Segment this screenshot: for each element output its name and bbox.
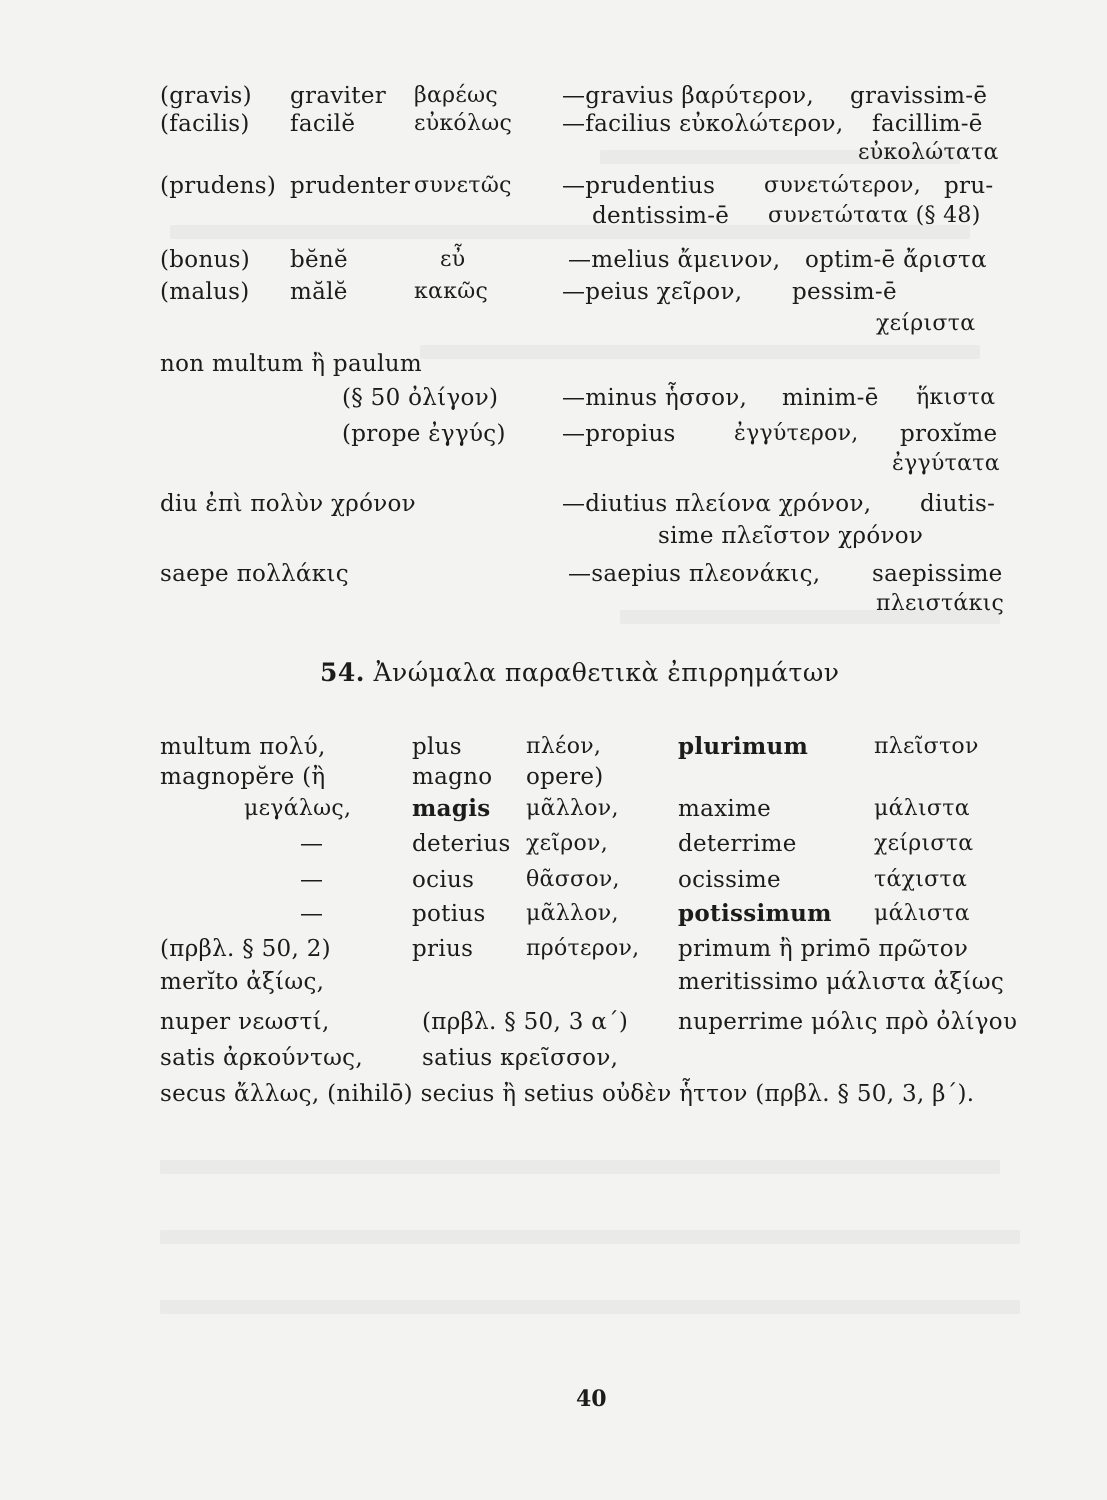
lead-form: diu ἐπὶ πολὺν χρόνον <box>160 491 416 517</box>
col-comparative: magis <box>412 795 491 822</box>
adverb-greek: εὖ <box>440 247 466 272</box>
positive-form: (malus) <box>160 279 250 305</box>
line-non-multum: non multum ἢ paulum <box>160 351 422 377</box>
superlative-greek: εὐκολώτατα <box>858 140 999 165</box>
superlative-greek: συνετώτατα (§ 48) <box>768 203 981 228</box>
col-positive: μεγάλως, <box>244 796 352 821</box>
bleed-through <box>160 1230 1020 1244</box>
comparative-greek: ἐγγύτερον, <box>734 421 859 446</box>
superlative: dentissim-ē <box>592 203 730 229</box>
col-superlative-greek: χείριστα <box>874 831 974 856</box>
col-positive: multum πολύ, <box>160 734 326 760</box>
comparative: —peius χεῖρον, <box>562 279 743 305</box>
col-superlative: nuperrime μόλις πρὸ ὀλίγου <box>678 1009 1018 1035</box>
col-positive: — <box>300 831 324 857</box>
col-superlative: deterrime <box>678 831 797 857</box>
col-superlative-greek: μάλιστα <box>874 796 970 821</box>
col-positive: nuper νεωστί, <box>160 1009 330 1035</box>
col-comparative-greek: πλέον, <box>526 734 602 759</box>
adverb-greek: κακῶς <box>414 279 489 304</box>
bleed-through <box>160 1160 1000 1174</box>
col-comparative: satius κρεῖσσον, <box>422 1045 619 1071</box>
comparative: —prudentius <box>562 173 716 199</box>
col-positive: satis ἀρκούντως, <box>160 1045 363 1071</box>
adverb-latin: prudenter <box>290 173 411 199</box>
superlative-greek: πλειστάκις <box>876 591 1005 616</box>
page-number: 40 <box>576 1386 607 1412</box>
section-heading <box>320 658 839 687</box>
col-comparative-greek: θᾶσσον, <box>526 867 620 892</box>
superlative: saepissime <box>872 561 1003 587</box>
col-superlative: ocissime <box>678 867 781 893</box>
comparative: —saepius πλεονάκις, <box>568 561 821 587</box>
col-comparative-greek: opere) <box>526 764 604 790</box>
col-positive: — <box>300 901 324 927</box>
col-superlative-greek: τάχιστα <box>874 867 968 892</box>
adverb-latin: mălĕ <box>290 279 348 305</box>
col-comparative: prius <box>412 936 474 962</box>
reference: (prope ἐγγύς) <box>342 421 506 447</box>
superlative: pru- <box>944 173 994 199</box>
col-superlative: maxime <box>678 796 772 822</box>
comparative: —minus ἧσσον, <box>562 385 748 411</box>
adverb-latin: facilĕ <box>290 111 356 137</box>
col-superlative-greek: μάλιστα <box>874 901 970 926</box>
col-superlative: meritissimo μάλιστα ἀξίως <box>678 969 1004 995</box>
bleed-through <box>160 1300 1020 1314</box>
superlative-greek: χείριστα <box>876 311 976 336</box>
superlative-greek: ἐγγύτατα <box>892 451 1000 476</box>
col-positive: — <box>300 867 324 893</box>
col-positive: merĭto ἀξίως, <box>160 969 325 995</box>
adverb-greek: βαρέως <box>414 83 498 108</box>
adverb-latin: bĕnĕ <box>290 247 348 273</box>
reference: (§ 50 ὀλίγον) <box>342 385 499 411</box>
lead-form: saepe πολλάκις <box>160 561 349 587</box>
col-comparative-greek: χεῖρον, <box>526 831 609 856</box>
comparative: —propius <box>562 421 676 447</box>
col-comparative: plus <box>412 734 462 760</box>
comparative: —melius ἄμεινον, <box>568 247 781 273</box>
col-comparative-greek: μᾶλλον, <box>526 901 619 926</box>
row-secus: secus ἄλλως, (nihilō) secius ἢ setius οὐδὲν ἧττον (πρβλ. § 50, 3, β΄). <box>160 1081 975 1107</box>
comparative: —diutius πλείονα χρόνον, <box>562 491 872 517</box>
adverb-greek: συνετῶς <box>414 173 512 198</box>
adverb-greek: εὐκόλως <box>414 111 513 136</box>
superlative-cont: sime πλεῖστον χρόνον <box>658 523 924 549</box>
adverb-latin: graviter <box>290 83 387 109</box>
section-number: 54. <box>320 658 365 687</box>
section-title: Ἀνώμαλα παραθετικὰ ἐπιρρημάτων <box>373 658 840 687</box>
col-superlative-greek: πλεῖστον <box>874 734 979 759</box>
col-comparative: deterius <box>412 831 511 857</box>
positive-form: (prudens) <box>160 173 277 199</box>
col-reference: (πρβλ. § 50, 3 α΄) <box>422 1009 629 1035</box>
positive-form: (bonus) <box>160 247 251 273</box>
comparative-greek: συνετώτερον, <box>764 173 921 198</box>
col-comparative-greek: μᾶλλον, <box>526 796 619 821</box>
col-positive: (πρβλ. § 50, 2) <box>160 936 331 962</box>
superlative: proxĭme <box>900 421 998 447</box>
col-superlative: potissimum <box>678 900 832 927</box>
positive-form: (gravis) <box>160 83 252 109</box>
superlative: gravissim-ē <box>850 83 988 109</box>
col-comparative: magno <box>412 764 493 790</box>
col-superlative: plurimum <box>678 733 809 760</box>
col-comparative: potius <box>412 901 486 927</box>
superlative: optim-ē ἄριστα <box>805 247 987 273</box>
col-comparative-greek: πρότερον, <box>526 936 640 961</box>
superlative: pessim-ē <box>792 279 897 305</box>
comparative: —facilius εὐκολώτερον, <box>562 111 844 137</box>
superlative: minim-ē <box>782 385 879 411</box>
bleed-through <box>420 345 980 359</box>
comparative: —gravius βαρύτερον, <box>562 83 815 109</box>
col-superlative: primum ἢ primō πρῶτον <box>678 936 969 962</box>
superlative: diutis- <box>920 491 996 517</box>
superlative-greek: ἥκιστα <box>916 385 996 410</box>
col-positive: magnopĕre (ἢ <box>160 764 326 790</box>
superlative: facillim-ē <box>872 111 983 137</box>
positive-form: (facilis) <box>160 111 250 137</box>
col-comparative: ocius <box>412 867 475 893</box>
